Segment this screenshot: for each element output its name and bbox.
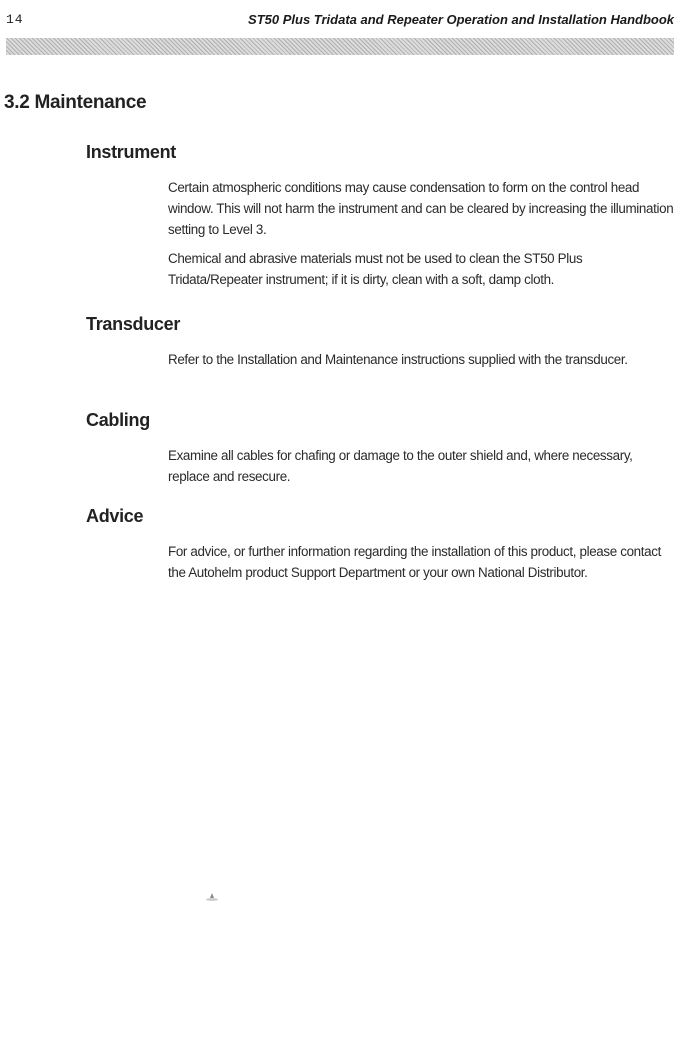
header-rule-bar [6, 38, 674, 55]
page-number: 14 [6, 12, 24, 27]
subsection-heading: Transducer [86, 314, 181, 334]
paragraph: Refer to the Installation and Maintenance instructions supplied with the transducer. [168, 352, 628, 367]
paragraph: For advice, or further information regarding the installation of this product, please contact the Autohelm product Support Department or your own National Distributor. [168, 544, 661, 580]
subsection-body [168, 349, 676, 370]
subsection-advice [86, 506, 676, 591]
subsection-body [168, 541, 676, 583]
subsection-instrument [86, 142, 676, 298]
paragraph: Chemical and abrasive materials must not be used to clean the ST50 Plus Tridata/Repeater instrument; if it is dirty, clean with a soft, damp cloth. [168, 251, 583, 287]
paragraph: Examine all cables for chafing or damage to the outer shield and, where necessary, replace and resecure. [168, 448, 633, 484]
page-header [0, 0, 688, 58]
subsection-cabling [86, 410, 676, 495]
subsection-body [168, 445, 676, 487]
scan-speck-mark [204, 888, 220, 902]
subsection-body [168, 177, 676, 290]
subsection-heading: Cabling [86, 410, 150, 430]
paragraph: Certain atmospheric conditions may cause condensation to form on the control head window. This will not harm the instrument and can be cleared by increasing the illumination setting to Level 3. [168, 180, 674, 237]
subsection-heading: Instrument [86, 142, 177, 162]
subsection-heading: Advice [86, 506, 144, 526]
section-title: 3.2 Maintenance [4, 92, 147, 113]
running-title: ST50 Plus Tridata and Repeater Operation and Installation Handbook [248, 12, 674, 27]
subsection-transducer [86, 314, 676, 378]
